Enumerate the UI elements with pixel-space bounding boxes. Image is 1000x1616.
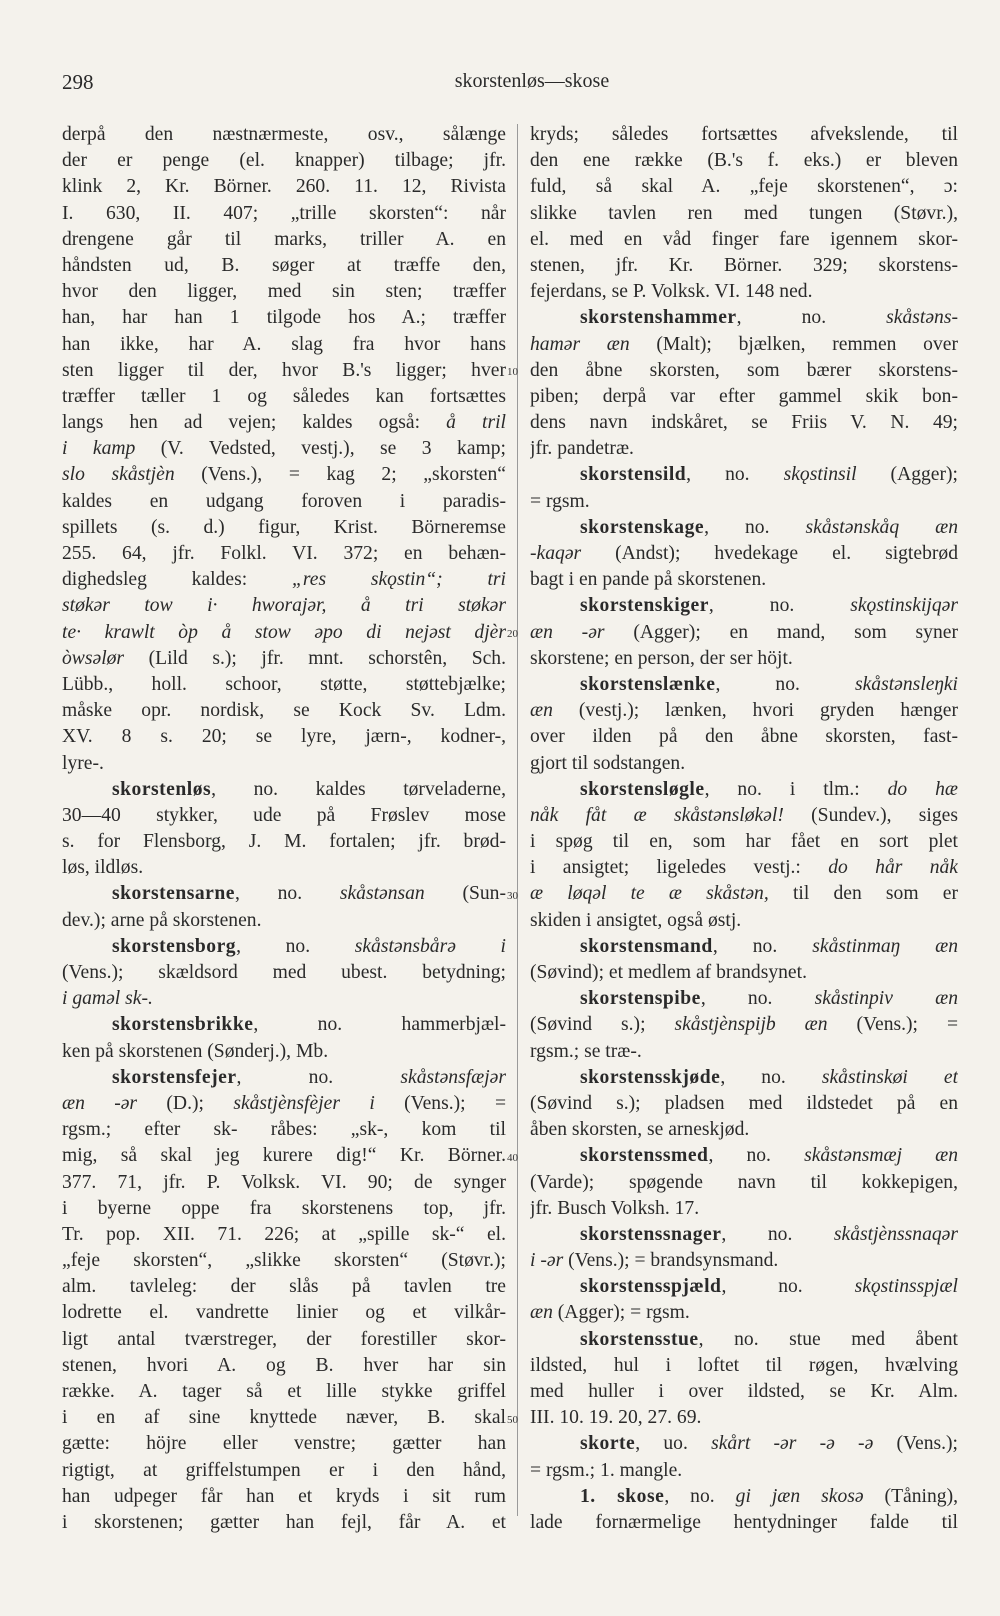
italic-form: æn	[530, 700, 553, 722]
text-line	[62, 1117, 506, 1143]
text-run: den åbne skorsten, som bærer skorstens-	[530, 359, 958, 381]
headword: skorstensild	[580, 464, 687, 486]
text-line	[530, 646, 958, 672]
text-run: stenen, hvori A. og B. hver har sin	[62, 1354, 506, 1376]
text-line	[62, 698, 506, 724]
text-run: fejerdans, se P. Volksk. VI. 148 ned.	[530, 281, 813, 303]
text-run: (D.);	[137, 1092, 234, 1114]
text-run: „feje skorsten“, „slikke skorsten“ (Støvr.);	[62, 1250, 506, 1272]
italic-form: skåstənsbårə i	[354, 935, 506, 957]
text-line	[530, 148, 958, 174]
text-run: (vestj.); lænken, hvori gryden hænger	[552, 700, 958, 722]
text-line	[62, 960, 506, 986]
text-line	[62, 305, 506, 331]
text-run: , no. kaldes tørveladerne,	[211, 778, 506, 800]
text-line	[62, 1143, 506, 1169]
text-line	[62, 201, 506, 227]
text-line	[62, 358, 506, 384]
entry-start-line	[62, 934, 506, 960]
text-run: el. med en våd finger fare igennem skor-	[530, 228, 958, 250]
text-run: lade fornærmelige hentydninger falde til	[530, 1511, 958, 1533]
entry-start-line	[530, 1143, 958, 1169]
italic-form: do hår nåk	[828, 857, 958, 879]
headword: skorstensspjæld	[580, 1276, 722, 1298]
text-run: , no.	[236, 1066, 401, 1088]
text-run: skiden i ansigtet, også østj.	[530, 909, 742, 931]
text-line	[530, 620, 958, 646]
text-run: = rgsm.	[530, 490, 590, 512]
text-run: den ene række (B.'s f. eks.) er bleven	[530, 150, 958, 172]
text-line	[62, 253, 506, 279]
line-number: 30	[507, 889, 518, 902]
text-line	[530, 803, 958, 829]
text-line	[530, 698, 958, 724]
text-run: (V. Vedsted, vestj.), se 3 kamp;	[135, 438, 506, 460]
text-run: mig, så skal jeg kurere dig!“ Kr. Börner.	[62, 1145, 506, 1167]
entry-start-line	[530, 462, 958, 488]
italic-form: òwsəlør	[62, 647, 125, 669]
page-number: 298	[62, 70, 94, 94]
text-run: (Malt); bjælken, remmen over	[629, 333, 958, 355]
italic-form: skåstjènssnaqər	[833, 1223, 958, 1245]
text-line	[530, 1248, 958, 1274]
italic-form: „res skǫstin“; tri	[291, 569, 506, 591]
text-line	[530, 122, 958, 148]
italic-form: støkər tow i· hworajər, å tri støkər	[62, 595, 506, 617]
italic-form: do hæ	[887, 778, 958, 800]
text-line	[62, 227, 506, 253]
text-run: sten ligger til der, hvor B.'s ligger; hver	[62, 359, 506, 381]
text-line	[62, 1300, 506, 1326]
entry-start-line	[62, 881, 506, 907]
headword: skorstenspibe	[580, 988, 701, 1010]
text-line	[530, 227, 958, 253]
text-line	[62, 1379, 506, 1405]
entry-start-line	[530, 672, 958, 698]
headword: skorstenssmed	[580, 1145, 709, 1167]
text-run: rgsm.; efter sk- råbes: „sk-, kom til	[62, 1119, 506, 1141]
italic-form: te· krawlt òp å stow əpo di nejəst djèr	[62, 621, 506, 643]
text-run: , no.	[736, 307, 887, 329]
text-line	[62, 1222, 506, 1248]
text-line	[62, 908, 506, 934]
italic-form: i gaməl sk-.	[62, 988, 153, 1010]
text-run: (Sundev.), siges	[783, 804, 958, 826]
text-run: han udpeger får han et kryds i sit rum	[62, 1485, 506, 1507]
text-line	[530, 1300, 958, 1326]
text-run: rgsm.; se træ-.	[530, 1040, 642, 1062]
line-number: 20	[507, 627, 518, 640]
text-run: 377. 71, jfr. P. Volksk. VI. 90; de synger	[62, 1171, 506, 1193]
text-run: , no.	[704, 516, 806, 538]
text-line	[62, 672, 506, 698]
text-run: gjort til sodstangen.	[530, 752, 686, 774]
line-number: 10	[507, 365, 518, 378]
text-run: 30—40 stykker, ude på Frøslev mose	[62, 804, 506, 826]
text-run: dev.); arne på skorstenen.	[62, 909, 262, 931]
text-run: (Varde); spøgende navn til kokkepigen,	[530, 1171, 958, 1193]
text-line	[62, 122, 506, 148]
text-line	[62, 436, 506, 462]
text-run: , no.	[686, 464, 784, 486]
text-run: , no.	[715, 673, 855, 695]
text-line	[62, 829, 506, 855]
text-run: (Agger); = rgsm.	[552, 1302, 690, 1324]
entry-start-line	[530, 593, 958, 619]
text-line	[62, 1039, 506, 1065]
text-line	[530, 279, 958, 305]
entry-start-line	[530, 305, 958, 331]
text-run: , no. hammerbjæl-	[253, 1014, 506, 1036]
italic-form: skåstinskøi et	[821, 1066, 958, 1088]
text-run: der er penge (el. knapper) tilbage; jfr.	[62, 150, 506, 172]
text-run: , no.	[664, 1485, 736, 1507]
italic-form: skårt -ər -ə -ə	[711, 1433, 874, 1455]
text-line	[62, 1405, 506, 1431]
text-run: ken på skorstenen (Sønderj.), Mb.	[62, 1040, 329, 1062]
text-run: (Vens.), = kag 2; „skorsten“	[174, 464, 506, 486]
headword: skorstenskiger	[580, 595, 709, 617]
text-run: dighedsleg kaldes:	[62, 569, 292, 591]
text-run: i spøg til en, som har fået en sort plet	[530, 831, 958, 853]
italic-form: slo skåstjèn	[62, 464, 175, 486]
text-run: = rgsm.; 1. mangle.	[530, 1459, 683, 1481]
text-run: fuld, så skal A. „feje skorstenen“, ɔ:	[530, 176, 958, 198]
text-run: ildsted, hul i loftet til røgen, hvælving	[530, 1354, 958, 1376]
entry-start-line	[62, 777, 506, 803]
line-number: 40	[507, 1151, 518, 1164]
text-line	[62, 515, 506, 541]
text-line	[62, 489, 506, 515]
text-line	[530, 436, 958, 462]
text-run: skorstene; en person, der ser höjt.	[530, 647, 793, 669]
column-divider	[517, 124, 518, 1516]
text-run: langs hen ad vejen; kaldes også:	[62, 412, 447, 434]
entry-start-line	[530, 1327, 958, 1353]
headword: skorstensskjøde	[580, 1066, 721, 1088]
running-head: skorstenløs—skose	[454, 70, 610, 92]
text-run: lyre-.	[62, 752, 104, 774]
text-line	[530, 1405, 958, 1431]
text-run: , no.	[236, 935, 355, 957]
headword: 1. skose	[580, 1485, 665, 1507]
text-line	[62, 279, 506, 305]
text-run: piben; derpå var efter gammel skik bon-	[530, 385, 958, 407]
entry-start-line	[530, 777, 958, 803]
entry-start-line	[62, 1065, 506, 1091]
text-run: (Agger);	[856, 464, 958, 486]
entry-start-line	[530, 1222, 958, 1248]
text-line	[62, 384, 506, 410]
italic-form: i kamp	[62, 438, 136, 460]
entry-start-line	[62, 1012, 506, 1038]
text-run: dens navn indskåret, se Friis V. N. 49;	[530, 412, 958, 434]
text-run: jfr. Busch Volksh. 17.	[530, 1197, 700, 1219]
text-line	[62, 803, 506, 829]
text-run: (Vens.); =	[827, 1014, 958, 1036]
headword: skorstensborg	[112, 935, 237, 957]
text-run: række. A. tager så et lille stykke griffel	[62, 1381, 506, 1402]
text-run: XV. 8 s. 20; se lyre, jærn-, kodner-,	[62, 726, 506, 748]
italic-form: skåstinmaŋ æn	[812, 935, 958, 957]
text-run: (Andst); hvedekage el. sigtebrød	[581, 543, 958, 564]
entry-start-line	[530, 1484, 958, 1510]
text-run: (Vens.); = brandsynsmand.	[563, 1250, 779, 1272]
text-line	[530, 541, 958, 567]
text-run: , no.	[721, 1223, 834, 1245]
text-run: (Tåning),	[863, 1485, 958, 1507]
headword: skorstenslænke	[580, 673, 716, 695]
text-line	[530, 724, 958, 750]
left-column	[62, 122, 506, 1536]
text-run: kaldes en udgang foroven i paradis-	[62, 490, 506, 512]
text-run: til den som er	[768, 883, 958, 905]
text-line	[62, 1353, 506, 1379]
italic-form: skåstənskåq æn	[805, 516, 958, 538]
text-run: i en af sine knyttede næver, B. skal	[62, 1407, 506, 1429]
entry-start-line	[530, 1065, 958, 1091]
text-run: (Lild s.); jfr. mnt. schorstên, Sch.	[124, 647, 506, 669]
text-run: (Søvind s.); pladsen med ildstedet på en	[530, 1092, 958, 1114]
text-line	[530, 751, 958, 777]
text-line	[62, 1170, 506, 1196]
line-number: 50	[507, 1413, 518, 1426]
text-line	[530, 174, 958, 200]
text-line	[530, 908, 958, 934]
text-line	[530, 201, 958, 227]
headword: skorstenløs	[112, 778, 212, 800]
text-line	[62, 1484, 506, 1510]
text-line	[530, 829, 958, 855]
text-run: , no. i tlm.:	[704, 778, 888, 800]
text-line	[62, 986, 506, 1012]
text-run: , no.	[712, 935, 813, 957]
text-line	[62, 174, 506, 200]
text-run: bagt i en pande på skorstenen.	[530, 569, 767, 591]
text-line	[530, 1117, 958, 1143]
text-line	[530, 1012, 958, 1038]
headword: skorstensbrikke	[112, 1014, 254, 1036]
text-run: (Vens.);	[873, 1433, 958, 1455]
headword: skorstensløgle	[580, 778, 705, 800]
italic-form: nåk fåt æ skåstənsløkəl!	[530, 804, 784, 826]
italic-form: æ løqəl te æ skåstən,	[530, 883, 769, 905]
text-line	[530, 1458, 958, 1484]
text-line	[62, 751, 506, 777]
text-run: hvor den ligger, med sin sten; træffer	[62, 281, 506, 303]
text-run: i byerne oppe fra skorstenens top, jfr.	[62, 1197, 506, 1219]
text-line	[530, 253, 958, 279]
text-line	[62, 462, 506, 488]
text-line	[62, 1091, 506, 1117]
italic-form: skåstənsan	[339, 883, 425, 905]
text-run: gætte: höjre eller venstre; gætter han	[62, 1433, 506, 1455]
entry-start-line	[530, 986, 958, 1012]
text-line	[62, 593, 506, 619]
text-run: , no.	[700, 988, 815, 1010]
text-run: måske opr. nordisk, se Kock Sv. Ldm.	[62, 700, 506, 722]
text-run: I. 630, II. 407; „trille skorsten“: når	[62, 202, 506, 224]
headword: skorstensfejer	[112, 1066, 237, 1088]
text-line	[62, 724, 506, 750]
headword: skorstensarne	[112, 883, 235, 905]
text-line	[530, 489, 958, 515]
text-run: i skorstenen; gætter han fejl, får A. et	[62, 1511, 506, 1533]
text-run: rigtigt, at griffelstumpen er i den hånd,	[62, 1459, 506, 1481]
italic-form: skåstəns-	[886, 307, 958, 329]
text-line	[62, 1458, 506, 1484]
text-run: , no.	[234, 883, 340, 905]
text-run: åben skorsten, se arneskjød.	[530, 1119, 750, 1141]
text-run: 255. 64, jfr. Folkl. VI. 372; en behæn-	[62, 543, 506, 564]
italic-form: gi jæn skosə	[735, 1485, 864, 1507]
text-line	[530, 1039, 958, 1065]
text-run: spillets (s. d.) figur, Krist. Börneremse	[62, 516, 506, 538]
text-line	[530, 410, 958, 436]
text-run: lodrette el. vandrette linier og et vilkår-	[62, 1302, 506, 1324]
headword: skorstenssnager	[580, 1223, 722, 1245]
headword: skorstenskage	[580, 516, 705, 538]
text-line	[530, 567, 958, 593]
text-run: , no. stue med åbent	[698, 1328, 958, 1350]
entry-start-line	[530, 1431, 958, 1457]
text-line	[62, 1274, 506, 1300]
entry-start-line	[530, 934, 958, 960]
right-column	[530, 122, 958, 1536]
headword: skorstenshammer	[580, 307, 737, 329]
text-run: s. for Flensborg, J. M. fortalen; jfr. brød-	[62, 831, 506, 853]
italic-form: skåstənsmæj æn	[804, 1145, 958, 1167]
text-run: Tr. pop. XII. 71. 226; at „spille sk-“ el.	[62, 1223, 506, 1245]
text-run: alm. tavleleg: der slås på tavlen tre	[62, 1276, 506, 1298]
text-line	[530, 1353, 958, 1379]
entry-start-line	[530, 1274, 958, 1300]
italic-form: skåstənsfæjər	[400, 1066, 506, 1088]
text-line	[62, 1510, 506, 1536]
headword: skorstensmand	[580, 935, 713, 957]
text-line	[62, 620, 506, 646]
text-line	[62, 410, 506, 436]
italic-form: æn	[530, 1302, 553, 1324]
text-line	[62, 332, 506, 358]
text-run: (Sun-	[424, 883, 506, 905]
text-line	[530, 1510, 958, 1536]
text-line	[62, 567, 506, 593]
text-run: , no.	[721, 1276, 855, 1298]
headword: skorstensstue	[580, 1328, 699, 1350]
text-run: ligt antal tværstreger, der forestiller skor-	[62, 1328, 506, 1350]
text-run: håndsten ud, B. søger at træffe den,	[62, 254, 506, 276]
italic-form: -kaqər	[530, 543, 582, 564]
text-line	[530, 960, 958, 986]
text-line	[530, 358, 958, 384]
text-run: , no.	[708, 1145, 805, 1167]
italic-form: skǫstinsspjæl	[854, 1276, 958, 1298]
text-line	[62, 1431, 506, 1457]
text-line	[62, 148, 506, 174]
italic-form: å tril	[446, 412, 506, 434]
text-run: over ilden på den åbne skorsten, fast-	[530, 726, 958, 748]
text-run: , no.	[708, 595, 851, 617]
text-run: (Vens.); skældsord med ubest. betydning;	[62, 962, 506, 983]
text-line	[62, 1248, 506, 1274]
text-run: træffer tæller 1 og således kan fortsættes	[62, 385, 506, 407]
italic-form: skǫstinsil	[783, 464, 857, 486]
text-run: Lübb., holl. schoor, støtte, støttebjælke;	[62, 673, 506, 695]
text-line	[530, 384, 958, 410]
italic-form: æn -ər	[530, 621, 605, 643]
text-run: (Søvind); et medlem af brandsynet.	[530, 962, 807, 983]
text-line	[530, 855, 958, 881]
text-line	[530, 332, 958, 358]
italic-form: æn -ər	[62, 1092, 138, 1114]
text-run: jfr. pandetræ.	[530, 438, 634, 460]
text-run: , uo.	[635, 1433, 712, 1455]
italic-form: skåstjènsfèjer i	[233, 1092, 375, 1114]
text-line	[530, 881, 958, 907]
text-line	[530, 1091, 958, 1117]
italic-form: skåstjènspijb æn	[674, 1014, 828, 1036]
italic-form: i -ər	[530, 1250, 564, 1272]
text-line	[530, 1196, 958, 1222]
headword: skorte	[580, 1433, 636, 1455]
text-line	[62, 855, 506, 881]
text-run: han ikke, har A. slag fra hvor hans	[62, 333, 506, 355]
text-run: med huller i over ildsted, se Kr. Alm.	[530, 1381, 958, 1402]
text-run: stenen, jfr. Kr. Börner. 329; skorstens-	[530, 254, 958, 276]
text-run: han, har han 1 tilgode hos A.; træffer	[62, 307, 506, 329]
italic-form: skǫstinskijqər	[850, 595, 958, 617]
text-run: , no.	[720, 1066, 822, 1088]
entry-start-line	[530, 515, 958, 541]
text-line	[530, 1170, 958, 1196]
text-run: klink 2, Kr. Börner. 260. 11. 12, Rivista	[62, 176, 506, 198]
text-line	[62, 541, 506, 567]
text-line	[62, 646, 506, 672]
italic-form: skåstinpiv æn	[814, 988, 958, 1010]
text-run: kryds; således fortsættes afvekslende, til	[530, 124, 958, 145]
text-run: derpå den næstnærmeste, osv., sålænge	[62, 124, 506, 145]
text-run: (Vens.); =	[374, 1092, 506, 1114]
text-run: (Agger); en mand, som syner	[604, 621, 958, 643]
italic-form: hamər æn	[530, 333, 630, 355]
text-run: i ansigtet; ligeledes vestj.:	[530, 857, 829, 879]
text-run: drengene går til marks, triller A. en	[62, 228, 506, 250]
text-run: slikke tavlen ren med tungen (Støvr.),	[530, 202, 958, 224]
text-run: (Søvind s.);	[530, 1014, 675, 1036]
text-line	[62, 1196, 506, 1222]
text-run: III. 10. 19. 20, 27. 69.	[530, 1407, 702, 1429]
text-line	[530, 1379, 958, 1405]
page-header	[62, 70, 962, 100]
italic-form: skåstənsleŋki	[854, 673, 958, 695]
text-run: løs, ildløs.	[62, 857, 144, 879]
text-line	[62, 1327, 506, 1353]
